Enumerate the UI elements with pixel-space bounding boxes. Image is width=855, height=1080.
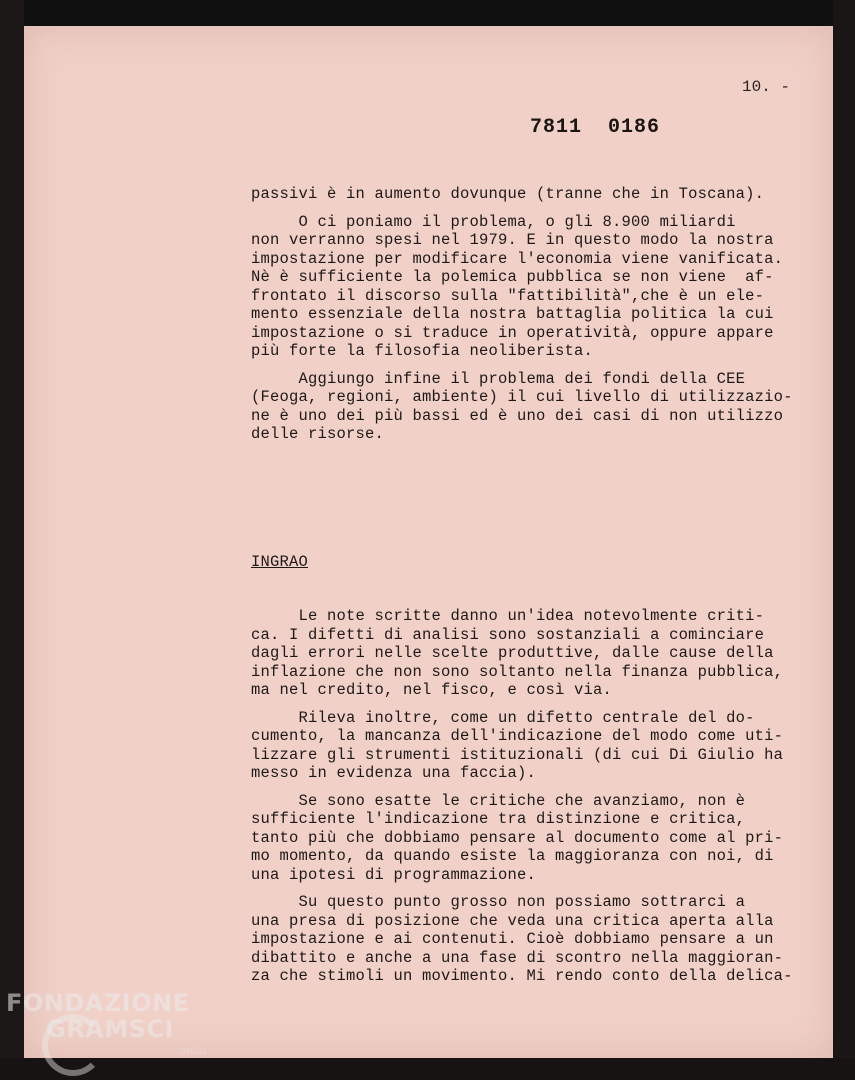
- text-line: mo momento, da quando esiste la maggioranza con noi, di: [251, 847, 774, 865]
- paragraph: [251, 792, 811, 885]
- text-line: frontato il discorso sulla "fattibilità",che è un ele-: [251, 286, 765, 305]
- text-line: cumento, la mancanza dell'indicazione del modo come uti-: [251, 727, 784, 745]
- watermark-g-logo-icon: [42, 1014, 104, 1076]
- watermark-line-2: GRAMSCI: [46, 1015, 174, 1043]
- text-line: passivi è in aumento dovunque (tranne che in Toscana).: [251, 185, 765, 203]
- scan-frame-right: [833, 0, 855, 1080]
- paragraph: [251, 607, 811, 700]
- paragraph: [251, 185, 811, 204]
- text-line: una ipotesi di programmazione.: [251, 865, 537, 884]
- text-line: Nè è sufficiente la polemica pubblica se non viene af-: [251, 268, 774, 286]
- text-line: più forte la filosofia neoliberista.: [251, 342, 594, 360]
- watermark-line-1: FONDAZIONE: [6, 989, 190, 1017]
- text-line: una presa di posizione che veda una critica aperta alla: [251, 911, 774, 930]
- text-line: impostazione per modificare l'economia viene vanificata.: [251, 249, 784, 268]
- text-block-bottom: [251, 607, 811, 986]
- archive-code-series: 7811: [530, 116, 583, 139]
- text-line: mento essenziale della nostra battaglia politica la cui: [251, 305, 774, 323]
- text-line: sufficiente l'indicazione tra distinzione e critica,: [251, 810, 746, 828]
- text-line: Se sono esatte le critiche che avanziamo, non è: [251, 791, 746, 810]
- scan-frame-left: [0, 0, 24, 1080]
- text-line: za che stimoli un movimento. Mi rendo conto della delica-: [251, 967, 793, 985]
- text-line: delle risorse.: [251, 425, 385, 443]
- text-line: O ci poniamo il problema, o gli 8.900 miliardi: [251, 212, 736, 231]
- scan-frame-top: [0, 0, 855, 26]
- speaker-heading: INGRAO: [251, 553, 309, 571]
- text-line: ca. I difetti di analisi sono sostanziali a cominciare: [251, 625, 765, 644]
- text-line: messo in evidenza una faccia).: [251, 764, 537, 782]
- text-line: dibattito e anche a una fase di scontro nella maggioran-: [251, 948, 784, 967]
- text-line: impostazione o si traduce in operatività, oppure appare: [251, 323, 774, 342]
- text-line: non verranno spesi nel 1979. E in questo modo la nostra: [251, 231, 774, 249]
- fondazione-gramsci-watermark: [6, 989, 207, 1057]
- text-line: inflazione che non sono soltanto nella finanza pubblica,: [251, 662, 784, 681]
- text-line: ne è uno dei più bassi ed è uno dei casi di non utilizzo: [251, 406, 784, 425]
- text-line: Aggiungo infine il problema dei fondi della CEE: [251, 369, 746, 388]
- text-line: Su questo punto grosso non possiamo sottrarci a: [251, 893, 746, 911]
- archive-stamp: [530, 116, 686, 139]
- archive-code-number: 0186: [608, 116, 661, 139]
- text-line: lizzare gli strumenti istituzionali (di cui Di Giulio ha: [251, 745, 784, 764]
- text-line: Rileva inoltre, come un difetto centrale del do-: [251, 708, 755, 727]
- text-line: Le note scritte danno un'idea notevolmente criti-: [251, 607, 765, 625]
- watermark-suffix: onlus: [180, 1046, 207, 1057]
- paragraph: [251, 893, 811, 986]
- page-number: 10. -: [742, 78, 791, 96]
- scan-frame-bottom: [0, 1058, 855, 1080]
- text-line: tanto più che dobbiamo pensare al documento come al pri-: [251, 828, 784, 847]
- paragraph: [251, 213, 811, 361]
- text-block-top: [251, 185, 811, 444]
- text-line: (Feoga, regioni, ambiente) il cui livello di utilizzazio-: [251, 388, 793, 406]
- text-line: ma nel credito, nel fisco, e così via.: [251, 681, 613, 699]
- paragraph: [251, 709, 811, 783]
- text-line: impostazione e ai contenuti. Cioè dobbiamo pensare a un: [251, 930, 774, 948]
- text-line: dagli errori nelle scelte produttive, dalle cause della: [251, 644, 774, 662]
- paragraph: [251, 370, 811, 444]
